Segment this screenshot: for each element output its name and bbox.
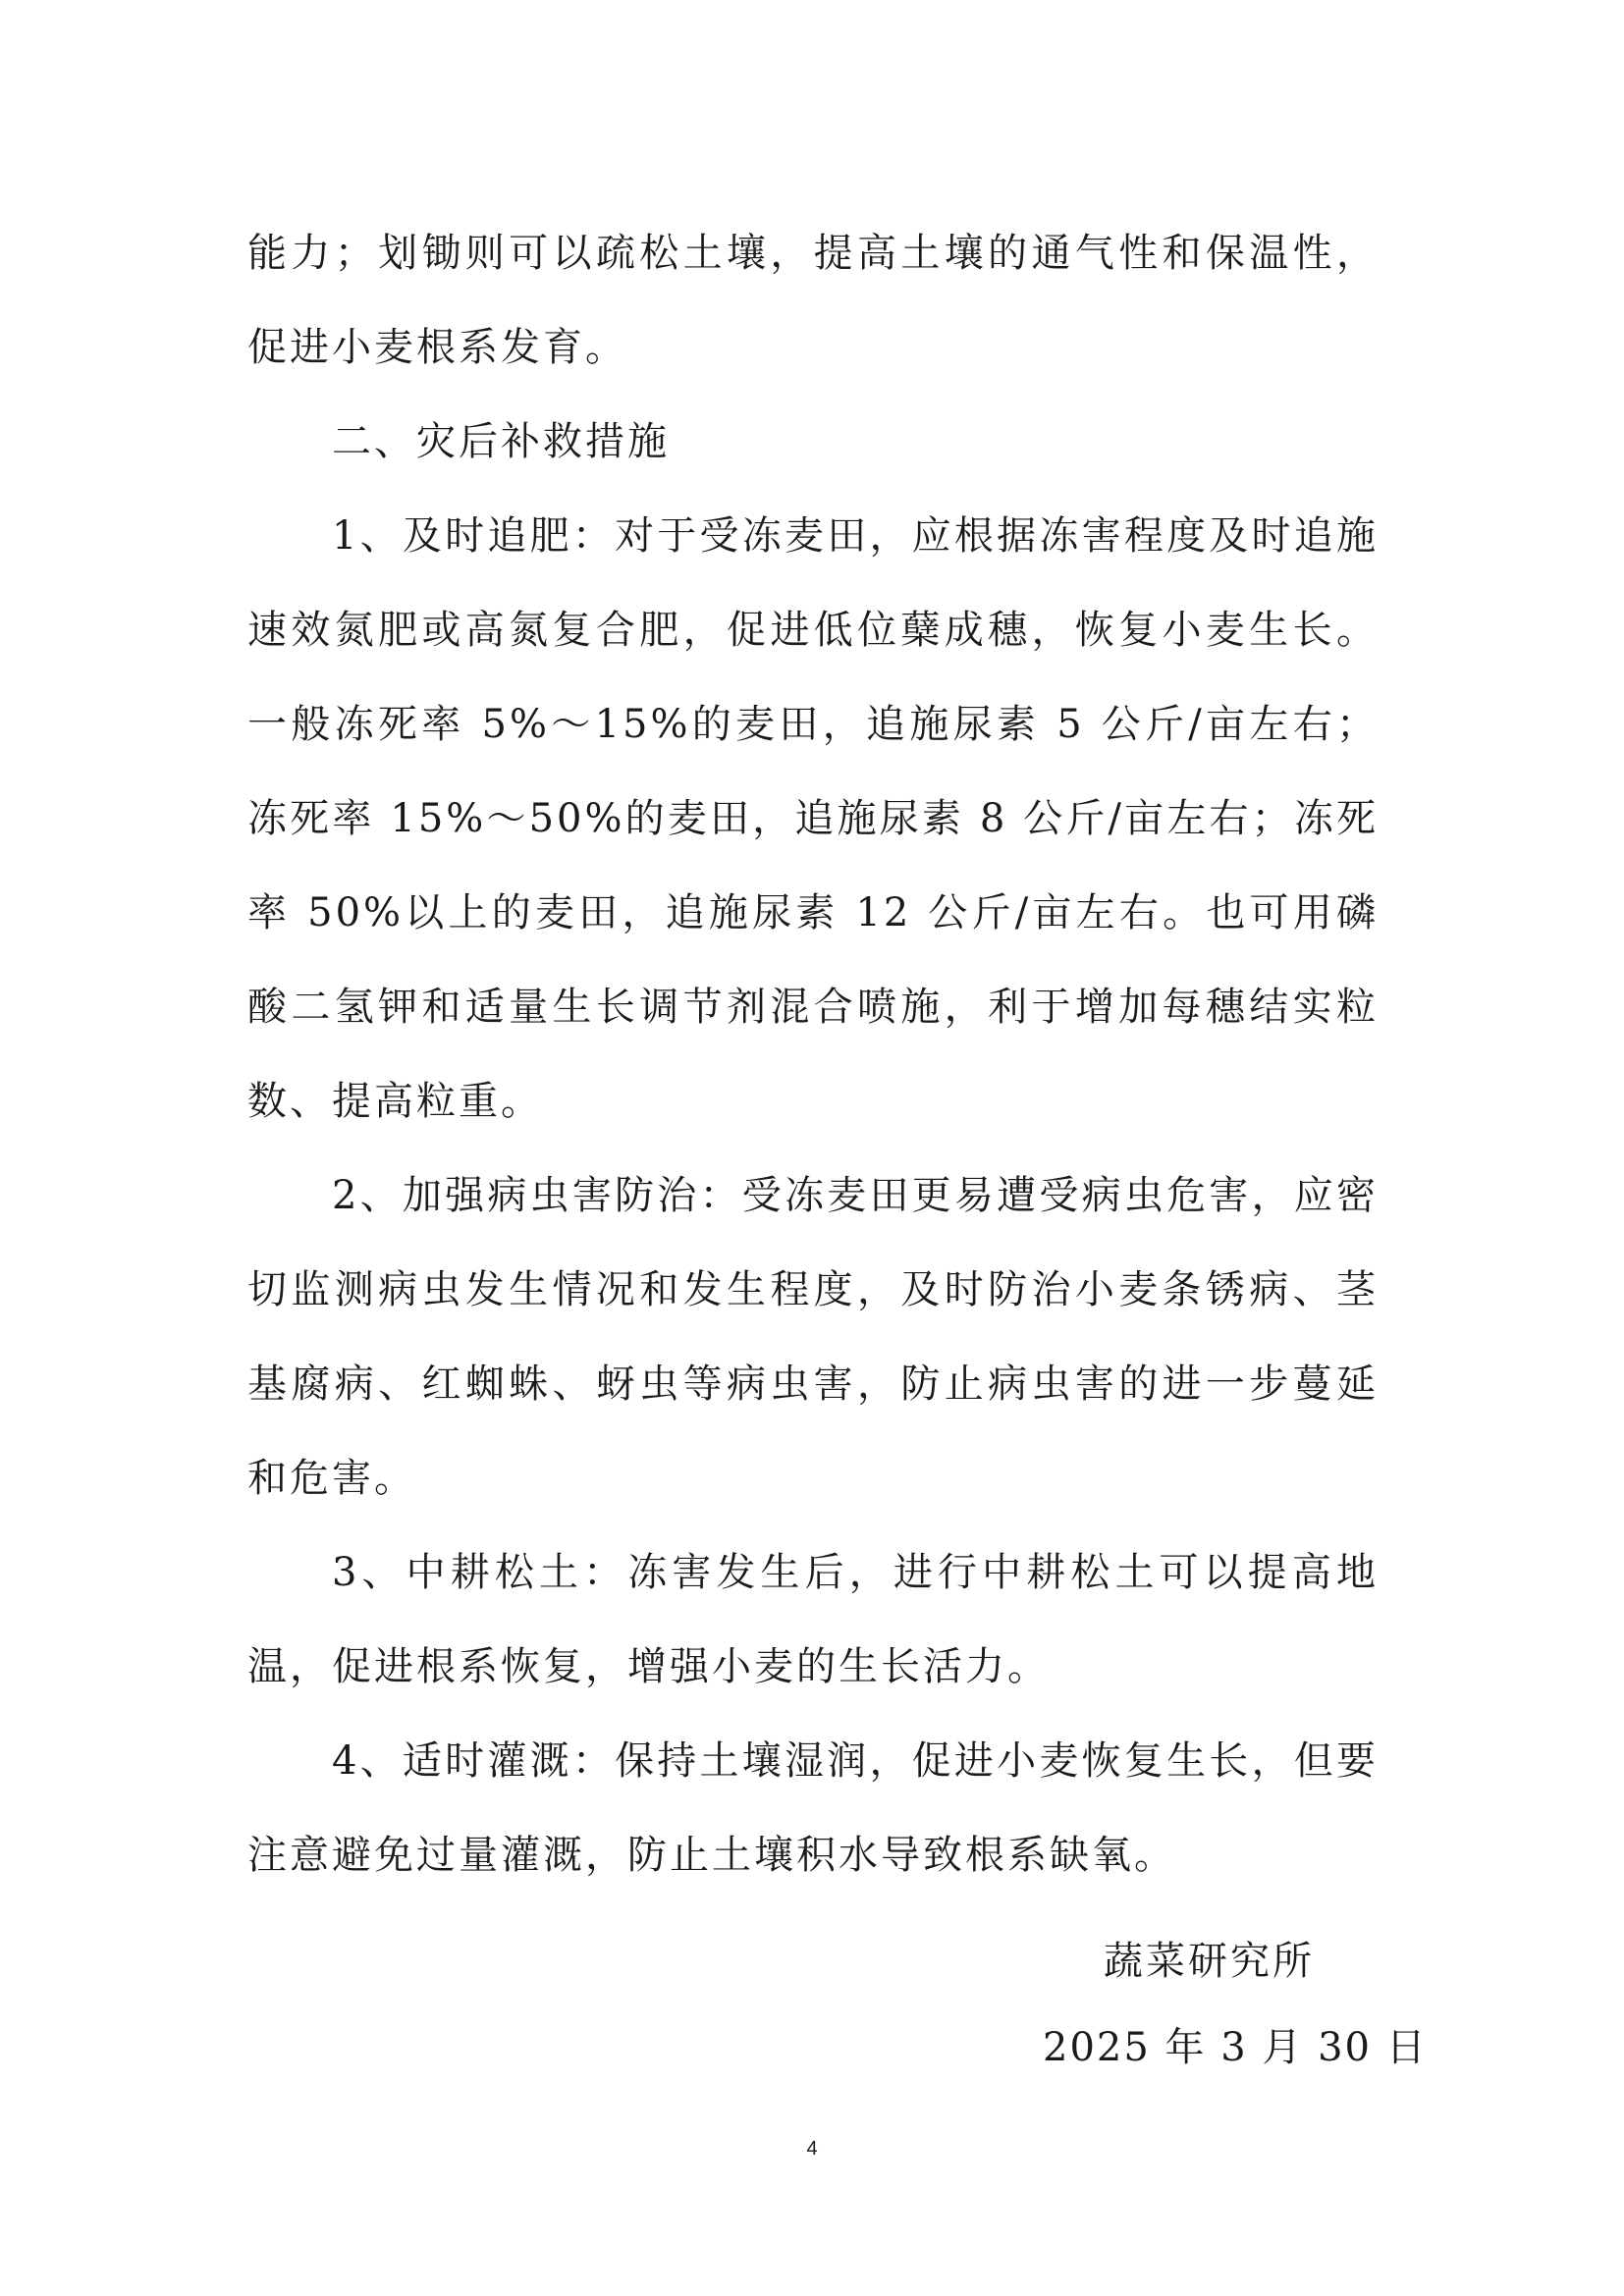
paragraph-cultivation: 3、中耕松土：冻害发生后，进行中耕松土可以提高地温，促进根系恢复，增强小麦的生长活力。 [247,1550,1379,1689]
paragraph-irrigation: 4、适时灌溉：保持土壤湿润，促进小麦恢复生长，但要注意避免过量灌溉，防止土壤积水导致根系缺氧。 [247,1738,1379,1878]
paragraph-continuation: 能力；划锄则可以疏松土壤，提高土壤的通气性和保温性，促进小麦根系发育。 [247,231,1379,370]
signature-organization: 蔬菜研究所 [1104,1939,1315,1984]
document-body [247,206,1379,1902]
signature-date: 2025 年 3 月 30 日 [1043,2025,1428,2070]
paragraph-fertilization: 1、及时追肥：对于受冻麦田，应根据冻害程度及时追施速效氮肥或高氮复合肥，促进低位蘖成穗，恢复小麦生长。一般冻死率 5%～15%的麦田，追施尿素 5 公斤/亩左右；冻死率 15%～50%的麦田，追施尿素 8 公斤/亩左右；冻死率 50%以上的麦田，追施尿素 12 公斤/亩左右。也可用磷酸二氢钾和适量生长调节剂混合喷施，利于增加每穗结实粒数、提高粒重。 [247,513,1379,1124]
page-number: 4 [806,2138,818,2160]
paragraph-pest-control: 2、加强病虫害防治：受冻麦田更易遭受病虫危害，应密切监测病虫发生情况和发生程度，及时防治小麦条锈病、茎基腐病、红蜘蛛、蚜虫等病虫害，防止病虫害的进一步蔓延和危害。 [247,1173,1379,1501]
section-heading: 二、灾后补救措施 [332,419,670,464]
